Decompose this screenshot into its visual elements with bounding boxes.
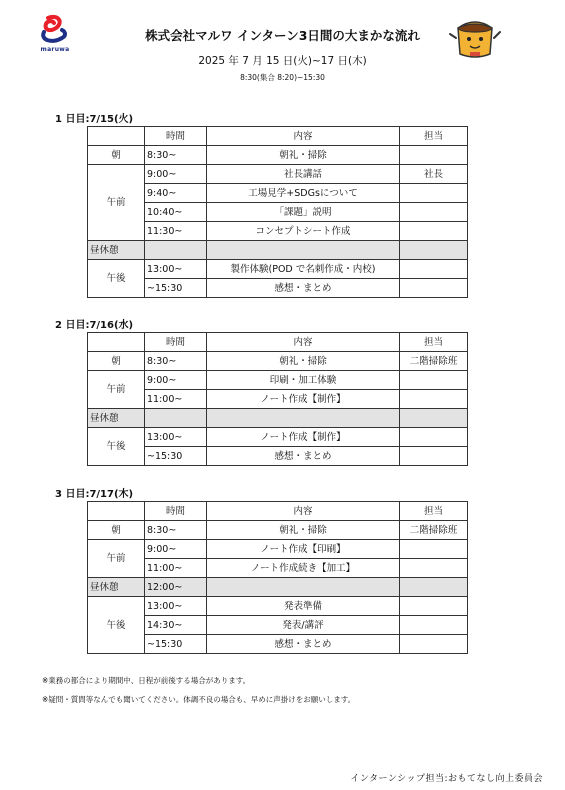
content-cell: 発表準備	[207, 597, 400, 616]
content-cell: ノート作成【印刷】	[207, 540, 400, 559]
time-cell: ~15:30	[145, 635, 207, 654]
lunch-break-row	[88, 578, 468, 597]
table-header-row	[88, 127, 468, 146]
content-cell: 感想・まとめ	[207, 635, 400, 654]
content-cell: 社長講話	[207, 165, 400, 184]
time-cell: 13:00~	[145, 428, 207, 447]
time-cell: 11:00~	[145, 390, 207, 409]
table-row	[88, 279, 468, 298]
time-cell: 11:00~	[145, 559, 207, 578]
page-title: 株式会社マルワ インターン3日間の大まかな流れ	[145, 28, 420, 43]
table-row	[88, 165, 468, 184]
time-cell: 13:00~	[145, 597, 207, 616]
table-row	[88, 635, 468, 654]
period-cell: 午前	[88, 540, 145, 578]
content-cell: 工場見学+SDGsについて	[207, 184, 400, 203]
period-cell: 午前	[88, 165, 145, 241]
time-cell: 9:00~	[145, 540, 207, 559]
staff-cell	[400, 146, 468, 165]
table-row	[88, 616, 468, 635]
content-cell: ノート作成【制作】	[207, 428, 400, 447]
lunch-break-row	[88, 241, 468, 260]
staff-cell	[400, 428, 468, 447]
time-cell: 14:30~	[145, 616, 207, 635]
content-cell: 朝礼・掃除	[207, 352, 400, 371]
content-cell: ノート作成【制作】	[207, 390, 400, 409]
content-cell: 朝礼・掃除	[207, 521, 400, 540]
time-cell: ~15:30	[145, 279, 207, 298]
table-row	[88, 447, 468, 466]
period-cell: 午後	[88, 428, 145, 466]
staff-header: 担当	[400, 502, 468, 521]
staff-cell	[400, 203, 468, 222]
table-row	[88, 352, 468, 371]
time-header: 時間	[145, 502, 207, 521]
time-cell: 8:30~	[145, 352, 207, 371]
note-questions: ※疑問・質問等なんでも聞いてください。体調不良の場合も、早めに声掛けをお願いします。	[42, 695, 356, 704]
staff-cell	[400, 597, 468, 616]
content-header: 内容	[207, 333, 400, 352]
time-header: 時間	[145, 127, 207, 146]
period-cell: 午後	[88, 260, 145, 298]
table-row	[88, 371, 468, 390]
staff-cell	[400, 371, 468, 390]
staff-cell	[400, 559, 468, 578]
table-row	[88, 203, 468, 222]
content-header: 内容	[207, 127, 400, 146]
period-cell: 朝	[88, 146, 145, 165]
staff-cell	[400, 390, 468, 409]
day3-label: 3 日目:7/17(木)	[55, 489, 134, 500]
staff-cell	[400, 616, 468, 635]
staff-cell	[400, 241, 468, 260]
content-cell: コンセプトシート作成	[207, 222, 400, 241]
day3-schedule-table	[87, 501, 468, 654]
content-cell: ノート作成続き【加工】	[207, 559, 400, 578]
staff-cell: 二階掃除班	[400, 521, 468, 540]
period-cell: 昼休憩	[88, 409, 145, 428]
time-cell: ~15:30	[145, 447, 207, 466]
content-cell: 感想・まとめ	[207, 279, 400, 298]
time-cell	[145, 241, 207, 260]
content-cell: 発表/講評	[207, 616, 400, 635]
blank-header	[88, 502, 145, 521]
content-cell: 「課題」説明	[207, 203, 400, 222]
table-row	[88, 540, 468, 559]
staff-header: 担当	[400, 333, 468, 352]
period-cell: 昼休憩	[88, 241, 145, 260]
staff-cell	[400, 540, 468, 559]
table-row	[88, 428, 468, 447]
content-cell	[207, 409, 400, 428]
date-range: 2025 年 7 月 15 日(火)~17 日(木)	[198, 55, 367, 67]
time-cell	[145, 409, 207, 428]
table-row	[88, 222, 468, 241]
staff-cell	[400, 447, 468, 466]
time-cell: 11:30~	[145, 222, 207, 241]
table-header-row	[88, 333, 468, 352]
content-header: 内容	[207, 502, 400, 521]
day1-schedule-table	[87, 126, 468, 298]
table-row	[88, 521, 468, 540]
staff-cell: 社長	[400, 165, 468, 184]
note-schedule-change: ※業務の都合により期間中、日程が前後する場合があります。	[42, 676, 251, 685]
period-cell: 午前	[88, 371, 145, 409]
period-cell: 昼休憩	[88, 578, 145, 597]
staff-header: 担当	[400, 127, 468, 146]
footer-contact: インターンシップ担当:おもてなし向上委員会	[350, 774, 543, 784]
table-row	[88, 184, 468, 203]
staff-cell	[400, 578, 468, 597]
content-cell: 朝礼・掃除	[207, 146, 400, 165]
content-cell: 製作体験(POD で名刺作成・内校)	[207, 260, 400, 279]
period-cell: 午後	[88, 597, 145, 654]
time-cell: 13:00~	[145, 260, 207, 279]
staff-cell	[400, 279, 468, 298]
day2-label: 2 日目:7/16(水)	[55, 320, 134, 331]
staff-cell	[400, 222, 468, 241]
time-range: 8:30(集合 8:20)~15:30	[240, 73, 325, 82]
content-cell	[207, 578, 400, 597]
logo-text: maruwa	[40, 46, 70, 53]
content-cell: 印刷・加工体験	[207, 371, 400, 390]
time-cell: 12:00~	[145, 578, 207, 597]
time-cell: 9:00~	[145, 165, 207, 184]
time-cell: 8:30~	[145, 146, 207, 165]
table-row	[88, 559, 468, 578]
content-cell: 感想・まとめ	[207, 447, 400, 466]
table-row	[88, 597, 468, 616]
day1-label: 1 日目:7/15(火)	[55, 114, 134, 125]
blank-header	[88, 127, 145, 146]
table-header-row	[88, 502, 468, 521]
staff-cell: 二階掃除班	[400, 352, 468, 371]
staff-cell	[400, 184, 468, 203]
staff-cell	[400, 409, 468, 428]
blank-header	[88, 333, 145, 352]
period-cell: 朝	[88, 352, 145, 371]
day2-schedule-table	[87, 332, 468, 466]
period-cell: 朝	[88, 521, 145, 540]
time-header: 時間	[145, 333, 207, 352]
time-cell: 9:00~	[145, 371, 207, 390]
time-cell: 10:40~	[145, 203, 207, 222]
lunch-break-row	[88, 409, 468, 428]
time-cell: 9:40~	[145, 184, 207, 203]
table-row	[88, 146, 468, 165]
table-row	[88, 260, 468, 279]
staff-cell	[400, 635, 468, 654]
time-cell: 8:30~	[145, 521, 207, 540]
staff-cell	[400, 260, 468, 279]
content-cell	[207, 241, 400, 260]
table-row	[88, 390, 468, 409]
